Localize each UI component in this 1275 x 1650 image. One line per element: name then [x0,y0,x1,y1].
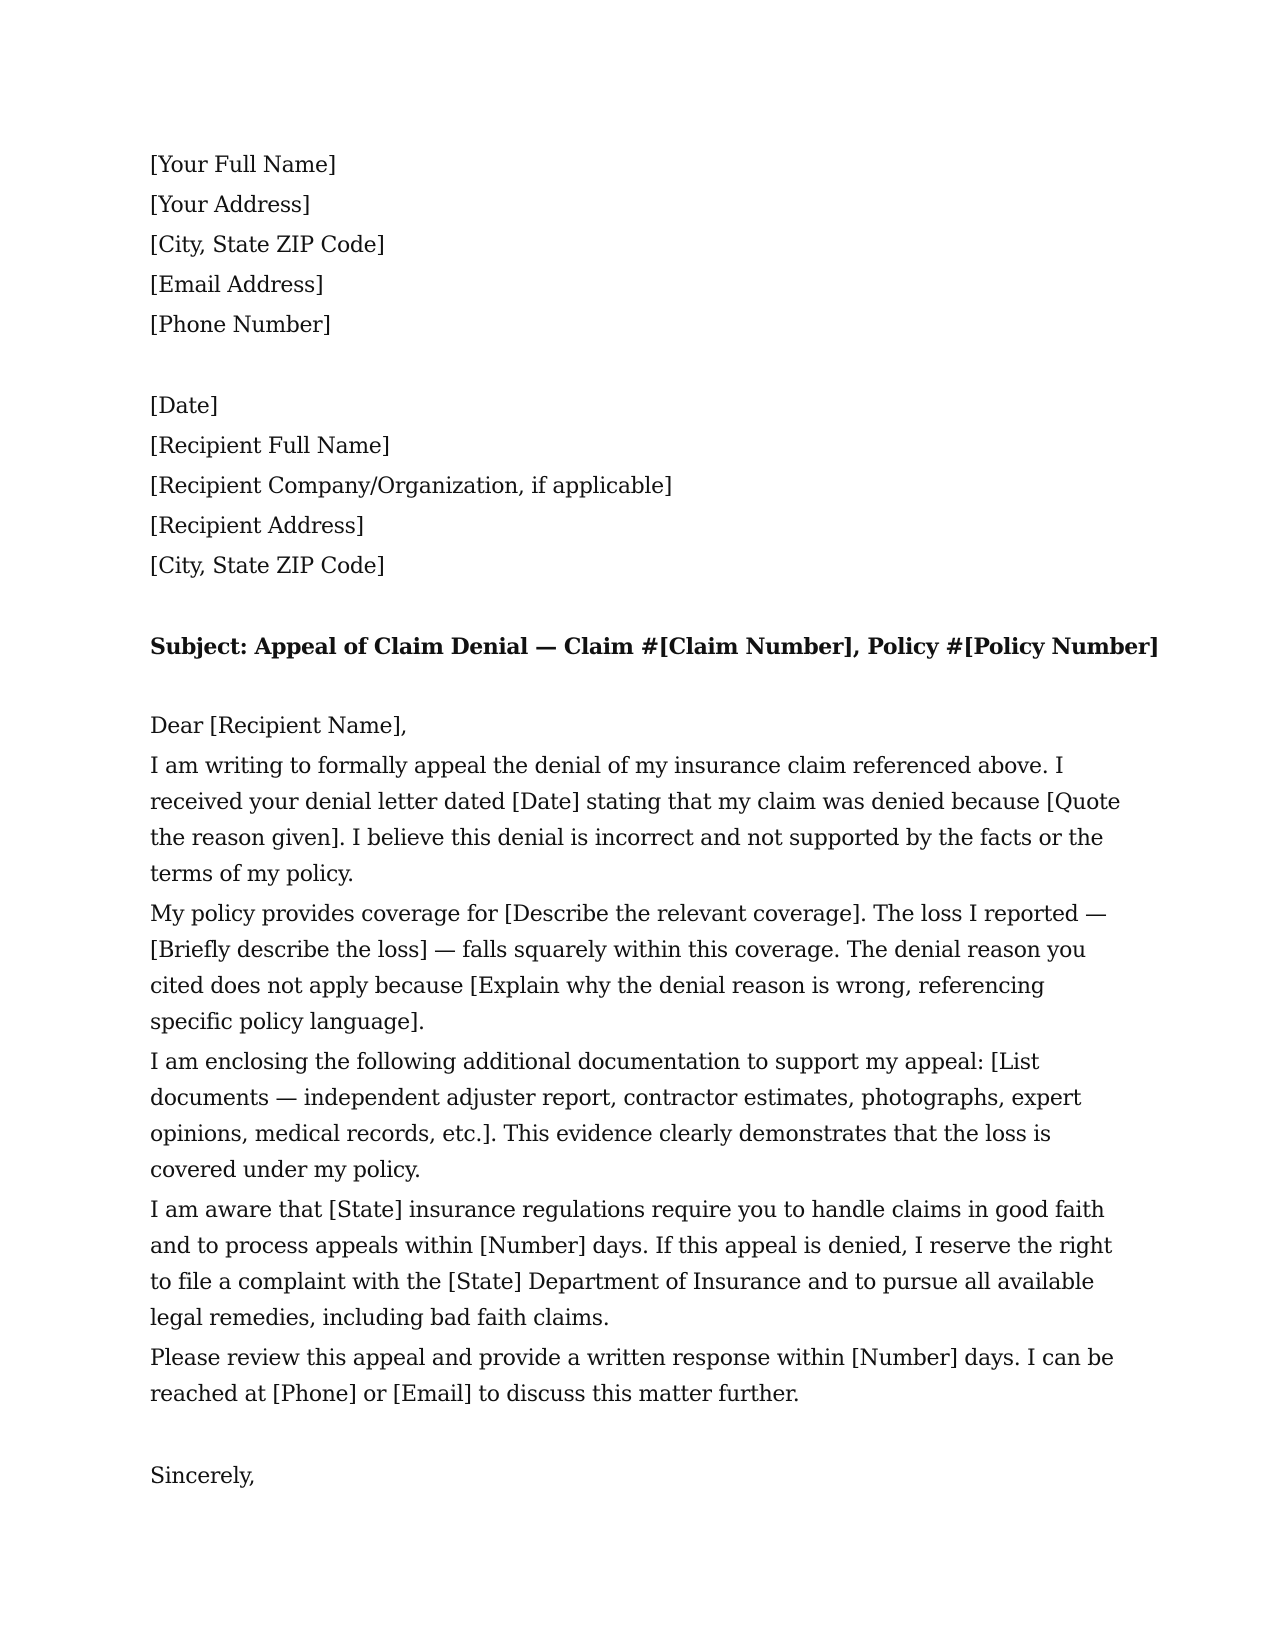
body-paragraph: I am writing to formally appeal the denial of my insurance claim referenced above. I received your denial letter dated [Date] stating that my claim was denied because [Quote the reason given]. I believe this denial is incorrect and not supported by the facts or the terms of my policy. [150,754,1121,887]
recipient-name: [Recipient Full Name] [150,434,390,459]
sender-phone: [Phone Number] [150,313,331,338]
body-paragraph: I am enclosing the following additional documentation to support my appeal: [List documents — independent adjuster report, contractor estimates, photographs, expert opinions, medical records, etc.]. This evidence clearly demonstrates that the loss is covered under my policy. [150,1050,1082,1183]
salutation: Dear [Recipient Name], [150,714,408,739]
body-paragraph: My policy provides coverage for [Describe the relevant coverage]. The loss I reported — [Briefly describe the loss] — falls squarely within this coverage. The denial reason you cited does not apply because [Explain why the denial reason is wrong, referencing specific policy language]. [150,902,1107,1035]
letter-page [150,146,1159,1497]
body-paragraph: Please review this appeal and provide a written response within [Number] days. I can be reached at [Phone] or [Email] to discuss this matter further. [150,1346,1114,1407]
recipient-company: [Recipient Company/Organization, if applicable] [150,474,672,499]
sender-email: [Email Address] [150,273,324,298]
letter-body [150,749,1130,1413]
sender-address: [Your Address] [150,193,310,218]
sender-block [150,146,1130,346]
recipient-city-state-zip: [City, State ZIP Code] [150,554,385,579]
subject-line: Subject: Appeal of Claim Denial — Claim #[Claim Number], Policy #[Policy Number] [150,634,1159,660]
sender-city-state-zip: [City, State ZIP Code] [150,233,385,258]
letter-date: [Date] [150,394,218,419]
recipient-address: [Recipient Address] [150,514,364,539]
body-paragraph: I am aware that [State] insurance regulations require you to handle claims in good faith and to process appeals within [Number] days. If this appeal is denied, I reserve the right to file a complaint with the [State] Department of Insurance and to pursue all available legal remedies, including bad faith claims. [150,1198,1112,1331]
closing: Sincerely, [150,1464,256,1489]
recipient-block [150,387,1130,587]
sender-name: [Your Full Name] [150,153,336,178]
